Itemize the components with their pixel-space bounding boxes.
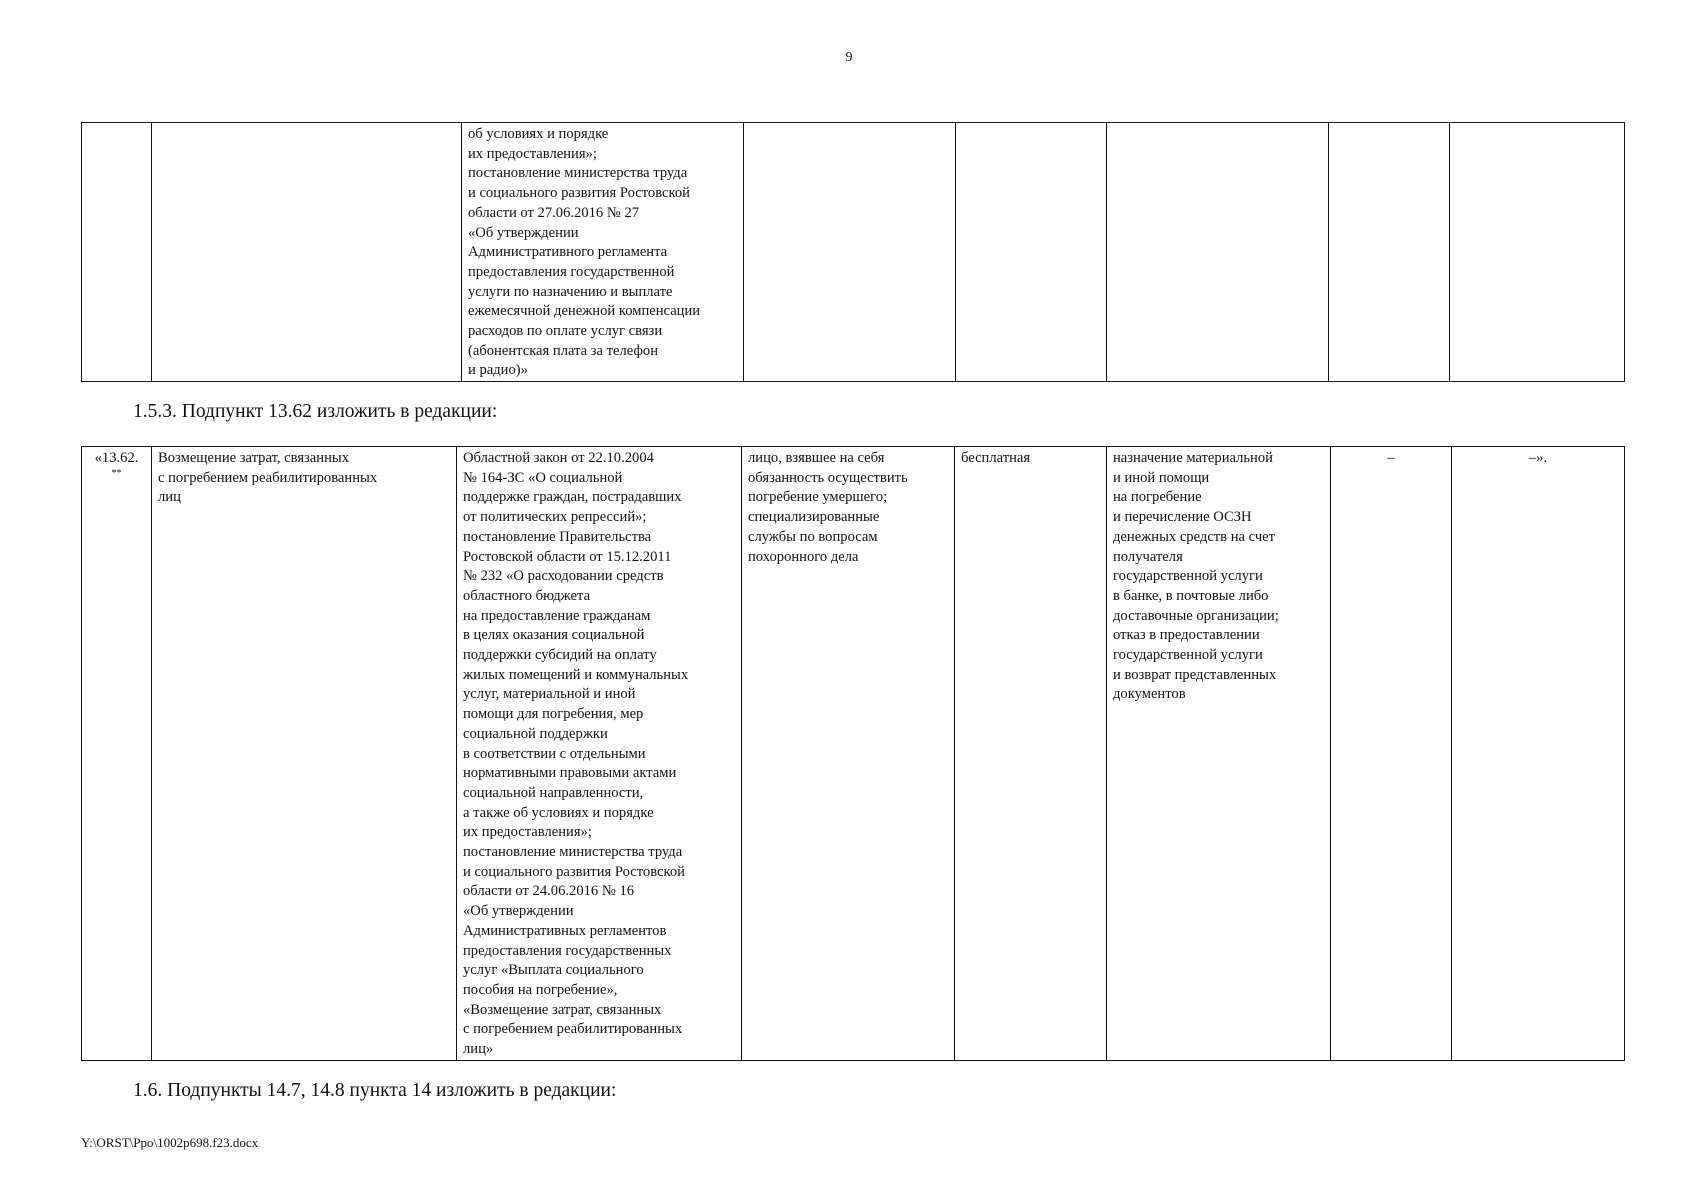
text-line: на предоставление гражданам — [463, 607, 651, 624]
legal-basis-lines — [468, 125, 737, 381]
cost-value: бесплатная — [961, 450, 1031, 466]
text-line: в соответствии с отдельными — [463, 745, 646, 762]
text-line: «Об утверждении — [463, 903, 574, 920]
text-line: лиц — [158, 489, 181, 506]
text-line: их предоставления»; — [463, 824, 592, 841]
text-line: области от 24.06.2016 № 16 — [463, 883, 635, 900]
text-line: Областной закон от 22.10.2004 — [463, 450, 654, 466]
cell-service-name — [152, 447, 457, 1061]
service-name-lines — [158, 449, 450, 508]
text-line: жилых помещений и коммунальных — [463, 666, 689, 683]
text-line: их предоставления»; — [468, 145, 597, 162]
text-line: специализированные — [748, 509, 880, 526]
text-line: с погребением реабилитированных — [463, 1021, 683, 1038]
text-line: обязанность осуществить — [748, 469, 908, 486]
text-line: и социального развития Ростовской — [463, 863, 685, 880]
text-line: документов — [1113, 686, 1186, 703]
text-line: денежных средств на счет — [1113, 528, 1276, 545]
legal-basis-lines — [463, 449, 735, 1060]
page-number: 9 — [845, 50, 853, 65]
cell-legal-basis — [462, 123, 744, 382]
text-line: с погребением реабилитированных — [158, 469, 378, 486]
text-line: предоставления государственной — [468, 263, 675, 280]
text-line: службы по вопросам — [748, 528, 878, 545]
text-line: назначение материальной — [1113, 450, 1273, 466]
cell-number — [82, 447, 152, 1061]
text-line: «Возмещение затрат, связанных — [463, 1001, 662, 1018]
cell-cost — [955, 447, 1107, 1061]
cell-col7 — [1329, 123, 1450, 382]
text-line: получателя — [1113, 548, 1183, 565]
text-line: услуг, материальной и иной — [463, 686, 636, 703]
cell-legal-basis — [457, 447, 742, 1061]
item-number: «13.62. — [94, 450, 139, 466]
text-line: ежемесячной денежной компенсации — [468, 303, 701, 320]
text-line: погребение умершего; — [748, 489, 888, 506]
text-line: № 232 «О расходовании средств — [463, 568, 664, 585]
table-row — [82, 123, 1625, 382]
text-line: об условиях и порядке — [468, 126, 609, 142]
cell-recipients — [742, 447, 955, 1061]
text-line: доставочные организации; — [1113, 607, 1279, 624]
text-line: поддержке граждан, пострадавших — [463, 489, 682, 506]
section-heading-2: 1.6. Подпункты 14.7, 14.8 пункта 14 изложить в редакции: — [133, 1080, 617, 1101]
text-line: отказ в предоставлении — [1113, 627, 1260, 644]
col8-value: –». — [1528, 450, 1548, 466]
text-line: поддержки субсидий на оплату — [463, 647, 657, 664]
text-line: области от 27.06.2016 № 27 — [468, 204, 640, 221]
cell-result — [1107, 447, 1331, 1061]
text-line: предоставления государственных — [463, 942, 672, 959]
text-line: Административного регламента — [468, 244, 668, 261]
text-line: лиц» — [463, 1041, 494, 1058]
text-line: в целях оказания социальной — [463, 627, 645, 644]
item-number-mark: ** — [111, 467, 122, 479]
text-line: и радио)» — [468, 362, 528, 379]
text-line: областного бюджета — [463, 587, 591, 604]
text-line: нормативными правовыми актами — [463, 765, 677, 782]
text-line: Возмещение затрат, связанных — [158, 450, 350, 466]
text-line: социальной направленности, — [463, 784, 644, 801]
text-line: а также об условиях и порядке — [463, 804, 654, 821]
text-line: в банке, в почтовые либо — [1113, 587, 1269, 604]
footer-file-path: Y:\ORST\Ppo\1002p698.f23.docx — [81, 1135, 259, 1150]
text-line: постановление министерства труда — [463, 844, 683, 861]
cell-result — [1107, 123, 1329, 382]
text-line: «Об утверждении — [468, 224, 579, 241]
text-line: и возврат представленных — [1113, 666, 1277, 683]
text-line: социальной поддержки — [463, 725, 608, 742]
text-line: и социального развития Ростовской — [468, 185, 690, 202]
cell-col7 — [1331, 447, 1452, 1061]
text-line: Административных регламентов — [463, 922, 667, 939]
text-line: расходов по оплате услуг связи — [468, 323, 663, 340]
text-line: услуг «Выплата социального — [463, 962, 644, 979]
section-heading: 1.5.3. Подпункт 13.62 изложить в редакции: — [133, 401, 498, 422]
cell-number — [82, 123, 152, 382]
text-line: услуги по назначению и выплате — [468, 283, 673, 300]
text-line: № 164-ЗС «О социальной — [463, 469, 623, 486]
cell-recipients — [744, 123, 956, 382]
text-line: от политических репрессий»; — [463, 509, 647, 526]
table-row — [82, 447, 1625, 1061]
text-line: (абонентская плата за телефон — [468, 342, 659, 359]
cell-col8 — [1450, 123, 1625, 382]
recipient-lines — [748, 449, 948, 567]
text-line: на погребение — [1113, 489, 1202, 506]
col7-value: – — [1387, 450, 1395, 466]
cell-col8 — [1452, 447, 1625, 1061]
text-line: помощи для погребения, мер — [463, 706, 644, 723]
table-continued — [81, 122, 1625, 382]
text-line: государственной услуги — [1113, 568, 1263, 585]
text-line: государственной услуги — [1113, 647, 1263, 664]
result-lines — [1113, 449, 1324, 705]
cell-cost — [956, 123, 1107, 382]
text-line: и перечисление ОСЗН — [1113, 509, 1252, 526]
text-line: Ростовской области от 15.12.2011 — [463, 548, 672, 565]
table-13-62 — [81, 446, 1625, 1061]
text-line: и иной помощи — [1113, 469, 1210, 486]
text-line: постановление Правительства — [463, 528, 652, 545]
text-line: лицо, взявшее на себя — [748, 450, 885, 466]
cell-service-name — [152, 123, 462, 382]
text-line: постановление министерства труда — [468, 165, 688, 182]
text-line: пособия на погребение», — [463, 981, 618, 998]
text-line: похоронного дела — [748, 548, 859, 565]
